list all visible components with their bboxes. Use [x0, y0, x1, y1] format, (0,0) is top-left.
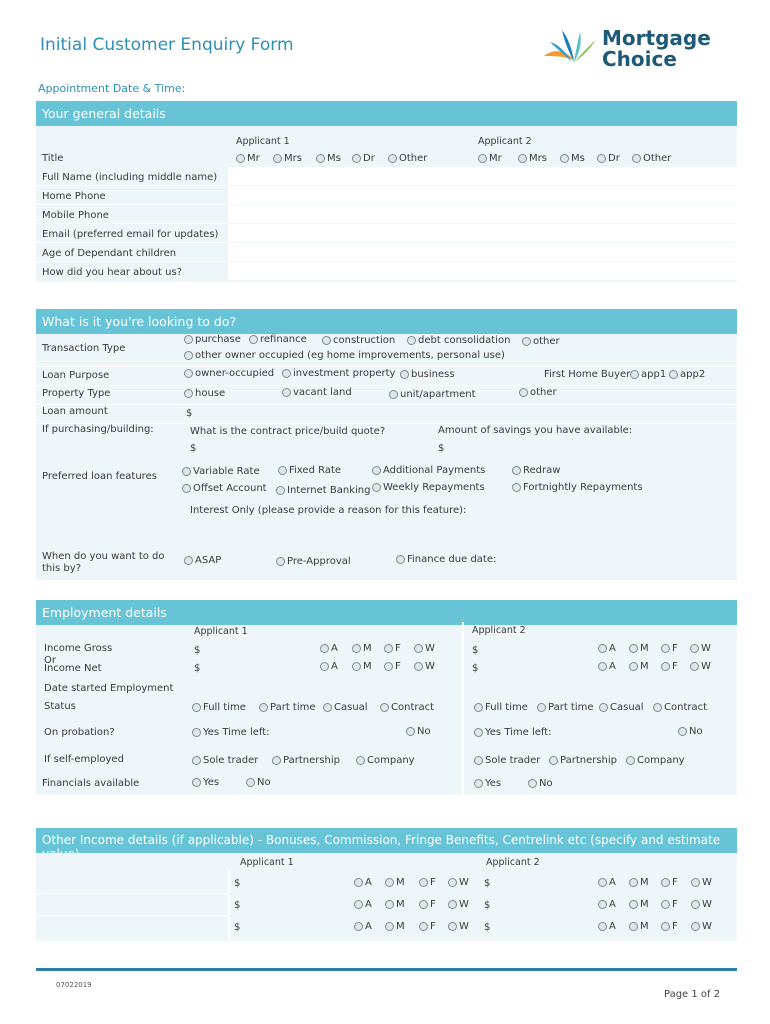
other-app1-dollar-1: $: [234, 878, 241, 889]
other-app2-r2-monthly[interactable]: M: [629, 899, 649, 910]
first-home-buyer-label: First Home Buyer: [544, 369, 631, 380]
field-hear-about: How did you hear about us?: [42, 267, 182, 278]
transaction-construction[interactable]: construction: [322, 335, 395, 346]
self-employed-label: If self-employed: [44, 754, 124, 765]
other-app1-r2-fortnightly[interactable]: F: [419, 899, 436, 910]
financials-label: Financials available: [42, 778, 140, 789]
loan-amount-dollar: $: [186, 408, 193, 419]
app1-net-weekly[interactable]: W: [414, 661, 435, 672]
app2-gross-annual[interactable]: A: [598, 643, 616, 654]
logo-text-choice: Choice: [602, 47, 677, 71]
app1-status-full-time[interactable]: Full time: [192, 702, 246, 713]
transaction-purchase[interactable]: purchase: [184, 334, 241, 345]
applicant2-heading: Applicant 2: [478, 136, 532, 147]
other-app1-r1-weekly[interactable]: W: [448, 877, 469, 888]
section-general-header: Your general details: [36, 101, 737, 126]
app2-title-mrs[interactable]: Mrs: [518, 153, 547, 164]
app1-gross-annual[interactable]: A: [320, 643, 338, 654]
app2-status-casual[interactable]: Casual: [599, 702, 644, 713]
first-home-buyer-app1[interactable]: app1: [630, 369, 666, 380]
app1-net-monthly[interactable]: M: [352, 661, 372, 672]
transaction-refinance[interactable]: refinance: [249, 334, 307, 345]
footer-rule: [36, 968, 737, 971]
other-app1-r3-annual[interactable]: A: [354, 921, 372, 932]
income-or-label: Or: [44, 655, 56, 666]
other-app2-dollar-2: $: [484, 900, 491, 911]
field-title: Title: [42, 153, 64, 164]
other-app2-r1-annual[interactable]: A: [598, 877, 616, 888]
other-income-applicant1: Applicant 1: [240, 857, 294, 868]
app1-probation-yes[interactable]: Yes Time left:: [192, 727, 270, 738]
property-vacant-land[interactable]: vacant land: [282, 387, 352, 398]
app2-sole-trader[interactable]: Sole trader: [474, 755, 540, 766]
when-label-line2: this by?: [42, 563, 81, 574]
app2-gross-weekly[interactable]: W: [690, 643, 711, 654]
logo-leaf-icon: [540, 26, 598, 72]
app2-title-ms[interactable]: Ms: [560, 153, 585, 164]
app2-probation-yes[interactable]: Yes Time left:: [474, 727, 552, 738]
when-finance-due-date[interactable]: Finance due date:: [396, 554, 496, 565]
field-age-dependants: Age of Dependant children: [42, 248, 177, 259]
page-number: Page 1 of 2: [664, 989, 721, 1000]
app1-financials-no[interactable]: No: [246, 777, 271, 788]
app1-title-mrs[interactable]: Mrs: [273, 153, 302, 164]
app2-financials-yes[interactable]: Yes: [474, 778, 501, 789]
other-app1-r1-monthly[interactable]: M: [385, 877, 405, 888]
loan-purpose-label: Loan Purpose: [42, 370, 110, 381]
section-other-income-header: Other Income details (if applicable) - Bonuses, Commission, Fringe Benefits, Centrelink etc (specify and estimate: [36, 828, 737, 853]
other-app2-r2-weekly[interactable]: W: [691, 899, 712, 910]
feature-fortnightly-repayments[interactable]: Fortnightly Repayments: [512, 482, 643, 493]
app2-status-full-time[interactable]: Full time: [474, 702, 528, 713]
hear-about-input[interactable]: [228, 262, 737, 280]
mortgage-choice-logo: [540, 26, 720, 74]
app1-title-ms[interactable]: Ms: [316, 153, 341, 164]
app2-probation-no[interactable]: No: [678, 726, 703, 737]
feature-variable-rate[interactable]: Variable Rate: [182, 466, 260, 477]
other-app2-dollar-3: $: [484, 922, 491, 933]
other-app1-r1-fortnightly[interactable]: F: [419, 877, 436, 888]
contract-price-dollar: $: [190, 443, 197, 454]
app2-status-part-time[interactable]: Part time: [537, 702, 594, 713]
app1-title-mr[interactable]: Mr: [236, 153, 260, 164]
app2-net-monthly[interactable]: M: [629, 661, 649, 672]
other-app1-r3-monthly[interactable]: M: [385, 921, 405, 932]
app2-gross-fortnightly[interactable]: F: [661, 643, 678, 654]
when-pre-approval[interactable]: Pre-Approval: [276, 556, 351, 567]
field-mobile-phone: Mobile Phone: [42, 210, 109, 221]
age-dependants-input[interactable]: [228, 243, 737, 261]
loan-purpose-investment[interactable]: investment property: [282, 368, 395, 379]
loan-purpose-business[interactable]: business: [400, 369, 455, 380]
income-net-label: Income Net: [44, 663, 102, 674]
full-name-input[interactable]: [228, 167, 737, 185]
income-gross-label: Income Gross: [44, 643, 113, 654]
other-app2-r1-weekly[interactable]: W: [691, 877, 712, 888]
other-app2-r2-annual[interactable]: A: [598, 899, 616, 910]
app1-company[interactable]: Company: [356, 755, 415, 766]
field-full-name: Full Name (including middle name): [42, 172, 218, 183]
contract-price-question: What is the contract price/build quote?: [190, 426, 386, 437]
other-app1-r3-fortnightly[interactable]: F: [419, 921, 436, 932]
app1-partnership[interactable]: Partnership: [272, 755, 340, 766]
app2-financials-no[interactable]: No: [528, 778, 553, 789]
applicant1-heading: Applicant 1: [236, 136, 290, 147]
app2-title-mr[interactable]: Mr: [478, 153, 502, 164]
property-type-label: Property Type: [42, 388, 111, 399]
property-unit-apartment[interactable]: unit/apartment: [389, 389, 476, 400]
other-app1-dollar-3: $: [234, 922, 241, 933]
transaction-other[interactable]: other: [522, 336, 560, 347]
appointment-label: Appointment Date & Time:: [38, 82, 186, 95]
property-house[interactable]: house: [184, 388, 225, 399]
purchasing-label: If purchasing/building:: [42, 424, 154, 435]
app1-status-part-time[interactable]: Part time: [259, 702, 316, 713]
section-looking-header: What is it you're looking to do?: [36, 309, 737, 334]
other-app2-r3-weekly[interactable]: W: [691, 921, 712, 932]
other-app2-r1-monthly[interactable]: M: [629, 877, 649, 888]
app2-gross-dollar: $: [472, 645, 479, 656]
app1-gross-monthly[interactable]: M: [352, 643, 372, 654]
employment-applicant1: Applicant 1: [194, 626, 248, 637]
savings-dollar: $: [438, 443, 445, 454]
transaction-type-label: Transaction Type: [42, 343, 126, 354]
app1-net-dollar: $: [194, 663, 201, 674]
app1-probation-no[interactable]: No: [406, 726, 431, 737]
feature-redraw[interactable]: Redraw: [512, 465, 560, 476]
app1-gross-weekly[interactable]: W: [414, 643, 435, 654]
field-email: Email (preferred email for updates): [42, 229, 219, 240]
app1-status-contract[interactable]: Contract: [380, 702, 434, 713]
app2-net-weekly[interactable]: W: [690, 661, 711, 672]
app1-financials-yes[interactable]: Yes: [192, 777, 219, 788]
app1-status-casual[interactable]: Casual: [323, 702, 368, 713]
interest-only-input[interactable]: [186, 520, 737, 542]
transaction-other-owner-occupied[interactable]: other owner occupied (eg home improvements, personal use): [184, 350, 505, 361]
property-other[interactable]: other: [519, 387, 557, 398]
footer-code: 07022019: [56, 981, 92, 989]
form-title: Initial Customer Enquiry Form: [40, 35, 294, 55]
preferred-features-label: Preferred loan features: [42, 471, 157, 482]
other-app2-r3-annual[interactable]: A: [598, 921, 616, 932]
other-app2-r3-fortnightly[interactable]: F: [661, 921, 678, 932]
field-home-phone: Home Phone: [42, 191, 106, 202]
app1-title-dr[interactable]: Dr: [352, 153, 375, 164]
app2-partnership[interactable]: Partnership: [549, 755, 617, 766]
app1-net-annual[interactable]: A: [320, 661, 338, 672]
home-phone-input[interactable]: [228, 186, 737, 204]
app1-gross-dollar: $: [194, 645, 201, 656]
probation-label: On probation?: [44, 727, 115, 738]
app2-status-contract[interactable]: Contract: [653, 702, 707, 713]
app1-sole-trader[interactable]: Sole trader: [192, 755, 258, 766]
other-app1-r2-weekly[interactable]: W: [448, 899, 469, 910]
app1-gross-fortnightly[interactable]: F: [384, 643, 401, 654]
app2-gross-monthly[interactable]: M: [629, 643, 649, 654]
section-employment-header: Employment details: [36, 600, 737, 625]
loan-amount-label: Loan amount: [42, 406, 108, 417]
other-app1-dollar-2: $: [234, 900, 241, 911]
feature-weekly-repayments[interactable]: Weekly Repayments: [372, 482, 485, 493]
other-app1-r2-annual[interactable]: A: [354, 899, 372, 910]
loan-amount-input[interactable]: [196, 405, 737, 423]
app2-company[interactable]: Company: [626, 755, 685, 766]
when-label-line1: When do you want to do: [42, 551, 165, 562]
first-home-buyer-app2[interactable]: app2: [669, 369, 705, 380]
loan-purpose-owner-occupied[interactable]: owner-occupied: [184, 368, 274, 379]
mobile-phone-input[interactable]: [228, 205, 737, 223]
interest-only-label: Interest Only (please provide a reason for this feature):: [190, 505, 467, 516]
other-app1-r3-weekly[interactable]: W: [448, 921, 469, 932]
when-asap[interactable]: ASAP: [184, 555, 221, 566]
feature-offset-account[interactable]: Offset Account: [182, 483, 267, 494]
app1-title-other[interactable]: Other: [388, 153, 427, 164]
app1-net-fortnightly[interactable]: F: [384, 661, 401, 672]
other-app2-r3-monthly[interactable]: M: [629, 921, 649, 932]
feature-internet-banking[interactable]: Internet Banking: [276, 485, 370, 496]
app2-title-dr[interactable]: Dr: [597, 153, 620, 164]
feature-fixed-rate[interactable]: Fixed Rate: [278, 465, 341, 476]
app2-net-fortnightly[interactable]: F: [661, 661, 678, 672]
other-app1-r2-monthly[interactable]: M: [385, 899, 405, 910]
savings-question: Amount of savings you have available:: [438, 425, 633, 436]
email-input[interactable]: [228, 224, 737, 242]
other-income-applicant2: Applicant 2: [486, 857, 540, 868]
status-label: Status: [44, 701, 76, 712]
other-app2-r1-fortnightly[interactable]: F: [661, 877, 678, 888]
employment-applicant2: Applicant 2: [472, 625, 526, 636]
date-started-label: Date started Employment: [44, 683, 174, 694]
app2-net-dollar: $: [472, 663, 479, 674]
app2-net-annual[interactable]: A: [598, 661, 616, 672]
logo-text-mortgage: Mortgage: [602, 26, 711, 50]
app2-title-other[interactable]: Other: [632, 153, 671, 164]
other-app2-r2-fortnightly[interactable]: F: [661, 899, 678, 910]
feature-additional-payments[interactable]: Additional Payments: [372, 465, 485, 476]
other-app2-dollar-1: $: [484, 878, 491, 889]
other-app1-r1-annual[interactable]: A: [354, 877, 372, 888]
transaction-debt-consolidation[interactable]: debt consolidation: [407, 335, 510, 346]
